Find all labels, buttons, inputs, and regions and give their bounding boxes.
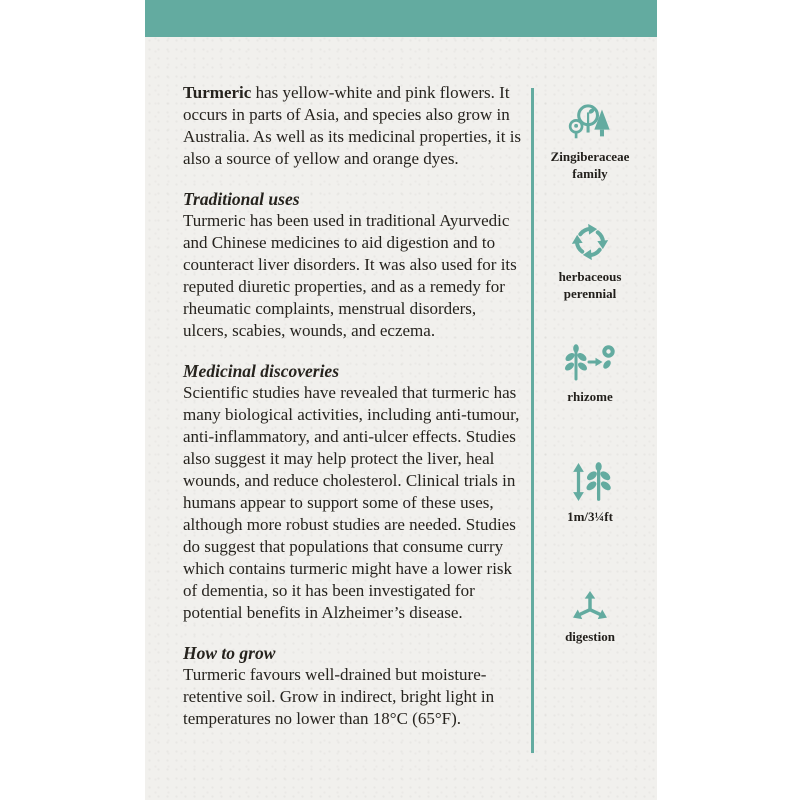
cycle-icon [568,218,612,266]
section-traditional-uses [183,188,525,342]
fact-height [535,458,645,578]
section-heading: Medicinal discoveries [183,361,340,381]
page [145,0,657,800]
fact-label: digestion [565,629,615,644]
section-body: Scientific studies have revealed that turmeric has many biological activities, including anti-tumour, anti-inflammatory, and anti-ulcer effects. Studies also suggest it may help protect the liver, heal wounds, and reduce cholesterol. Clinical trials in humans appear to support some of these uses, although more robust studies are needed. Studies do suggest that populations that consume curry which contains turmeric might have a lower risk of dementia, so it has been investigated for potential benefits in Alzheimer’s disease. [183,383,520,622]
vertical-divider [531,88,534,753]
section-how-to-grow [183,642,525,730]
section-heading: Traditional uses [183,189,300,209]
spread-icon [567,578,613,626]
height-icon [567,458,613,506]
fact-family [535,98,645,218]
intro-paragraph [183,82,525,170]
rhizome-icon [563,338,617,386]
fact-label: herbaceous perennial [558,269,622,301]
plant-name: Turmeric [183,83,252,102]
section-heading: How to grow [183,643,276,663]
fact-label: Zingiberaceae family [550,149,630,181]
main-text-column [183,82,525,748]
section-body: Turmeric favours well-drained but moisture-retentive soil. Grow in indirect, bright light in temperatures no lower than 18°C (65°F). [183,665,495,728]
fact-life-cycle [535,218,645,338]
fact-label: rhizome [567,389,613,404]
section-body: Turmeric has been used in traditional Ayurvedic and Chinese medicines to aid digestion and to counteract liver disorders. It was also used for its reputed diuretic properties, and as a remedy for rheumatic complaints, menstrual disorders, ulcers, scabies, wounds, and eczema. [183,211,517,340]
trees-icon [567,98,613,146]
top-accent-bar [145,0,657,37]
fact-sidebar [535,98,645,698]
fact-label: 1m/3¼ft [567,509,613,524]
fact-use [535,578,645,698]
fact-root-type [535,338,645,458]
intro-text: has yellow-white and pink flowers. It occurs in parts of Asia, and species also grow in Australia. As well as its medicinal properties, it is also a source of yellow and orange dyes. [183,83,522,168]
section-medicinal-discoveries [183,360,525,624]
